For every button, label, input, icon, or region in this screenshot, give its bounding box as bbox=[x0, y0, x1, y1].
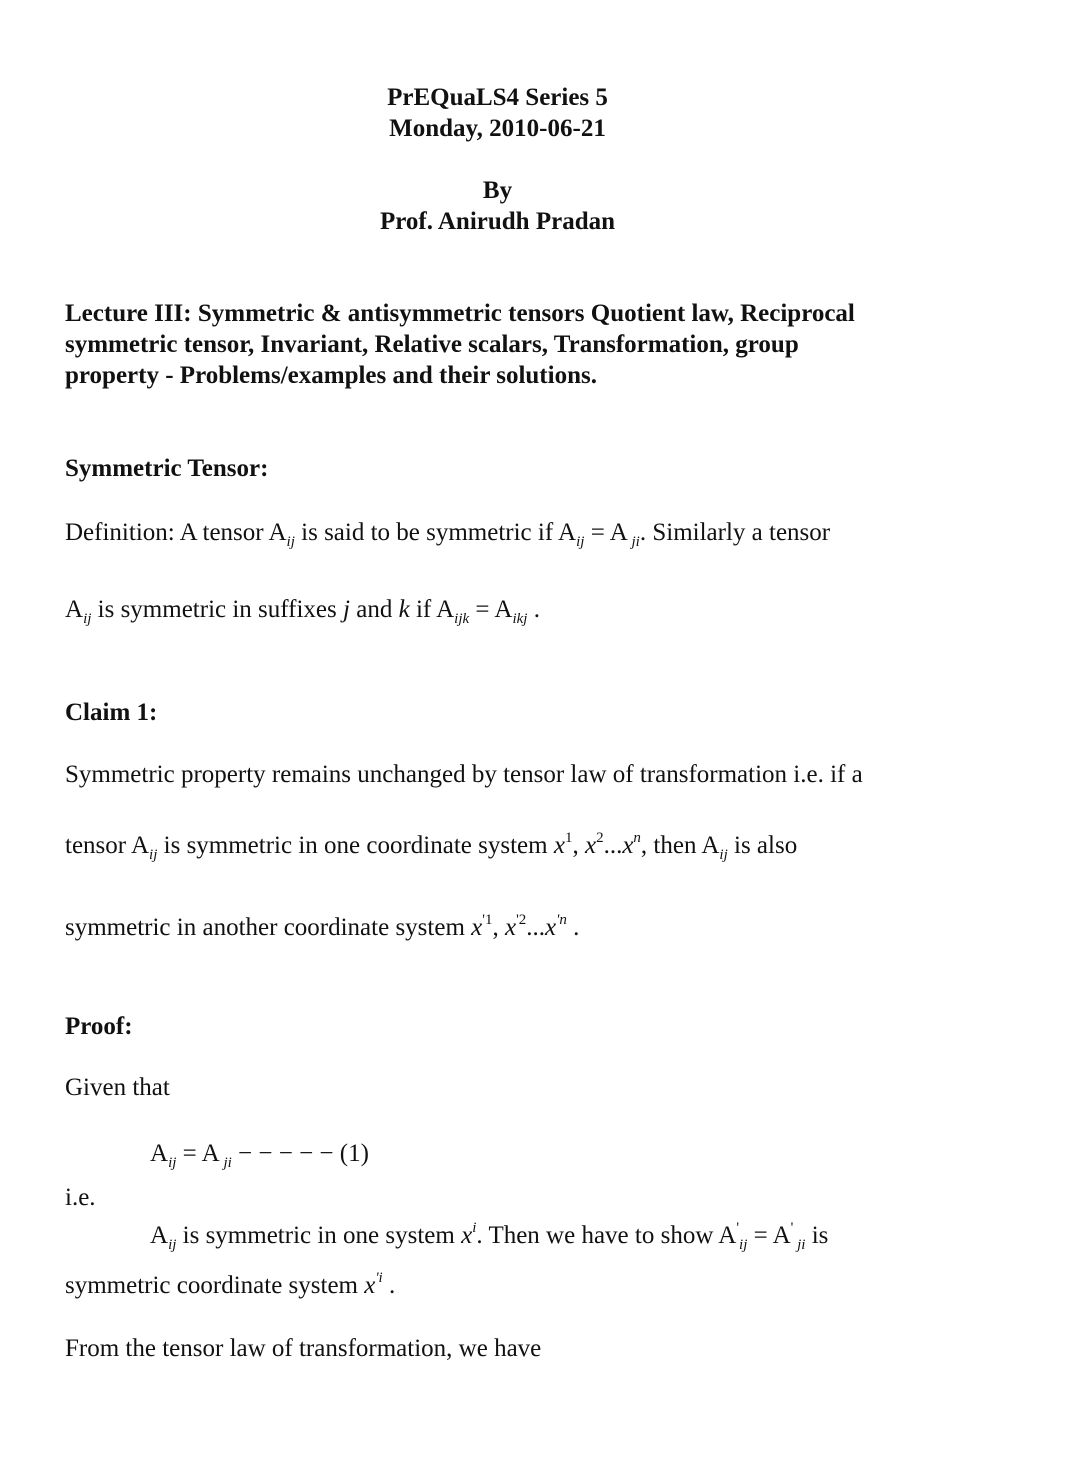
proof-heading: Proof: bbox=[65, 1013, 133, 1040]
claim-text-3: symmetric in another coordinate system bbox=[65, 914, 465, 941]
proof-text-2: symmetric coordinate system bbox=[65, 1272, 358, 1299]
lecture-title bbox=[65, 298, 855, 391]
claim-text-2d: is also bbox=[734, 832, 798, 859]
proof-text-1b: . Then we have to show bbox=[476, 1222, 714, 1249]
definition-line-1: Definition: A tensor $A_{ij}$ is said to be symmetric if $A_{ij} = A$ $_{ji}$. Similarly a tensor bbox=[65, 519, 831, 550]
definition-text-4: is symmetric in suffixes bbox=[97, 596, 337, 623]
proof-line-3: From the tensor law of transformation, we have bbox=[65, 1335, 542, 1362]
proof-text-1a: is symmetric in one system bbox=[182, 1222, 455, 1249]
definition-text-6: if bbox=[415, 596, 432, 623]
header-line-2: Monday, 2010-06-21 bbox=[389, 115, 606, 142]
proof-given: Given that bbox=[65, 1074, 170, 1101]
claim-text-2b: is symmetric in one coordinate system bbox=[163, 832, 548, 859]
definition-text-2: is said to be symmetric if bbox=[301, 519, 554, 546]
header-by: By bbox=[482, 177, 513, 204]
definition-text-3: . Similarly a tensor bbox=[639, 519, 831, 546]
lecture-title-line-1: Lecture III: Symmetric & antisymmetric tensors Quotient law, Reciprocal bbox=[65, 300, 855, 327]
claim-line-2: tensor $A_{ij}$ is symmetric in one coordinate system $x^1$, $x^2...x^n$, then $A_{ij}$ is also bbox=[65, 830, 798, 863]
claim-line-3: symmetric in another coordinate system $x^{'1}$, $x^{'2}...x^{'n}$ . bbox=[65, 912, 580, 941]
claim-heading: Claim 1: bbox=[65, 699, 158, 726]
symmetric-tensor-heading: Symmetric Tensor: bbox=[65, 455, 269, 482]
definition-text-5: and bbox=[356, 596, 393, 623]
header-line-1: PrEQuaLS4 Series 5 bbox=[387, 84, 608, 111]
proof-text-1c: is bbox=[811, 1222, 829, 1249]
equation-1-label: (1) bbox=[339, 1140, 369, 1167]
definition-text-1: Definition: A tensor bbox=[65, 519, 264, 546]
claim-text-2c: , then bbox=[640, 832, 697, 859]
header-author: Prof. Anirudh Pradan bbox=[380, 208, 615, 235]
proof-line-1: $A_{ij}$ is symmetric in one system $x^i$. Then we have to show $A'_{ij} = A'$ $_{ji}$ is bbox=[150, 1220, 829, 1253]
claim-line-1: Symmetric property remains unchanged by tensor law of transformation i.e. if a bbox=[65, 761, 863, 788]
proof-line-2: symmetric coordinate system $x^{'i}$ . bbox=[65, 1270, 396, 1299]
lecture-title-line-3: property - Problems/examples and their solutions. bbox=[65, 362, 597, 389]
definition-line-2: $A_{ij}$ is symmetric in suffixes j and k if $A_{ijk} = A_{ikj}$ . bbox=[65, 596, 540, 627]
proof-ie: i.e. bbox=[65, 1184, 96, 1211]
equation-1: $A_{ij} = A$ $_{ji}$ − − − − − (1) bbox=[150, 1140, 369, 1171]
lecture-title-line-2: symmetric tensor, Invariant, Relative scalars, Transformation, group bbox=[65, 331, 799, 358]
claim-text-2a: tensor bbox=[65, 832, 127, 859]
